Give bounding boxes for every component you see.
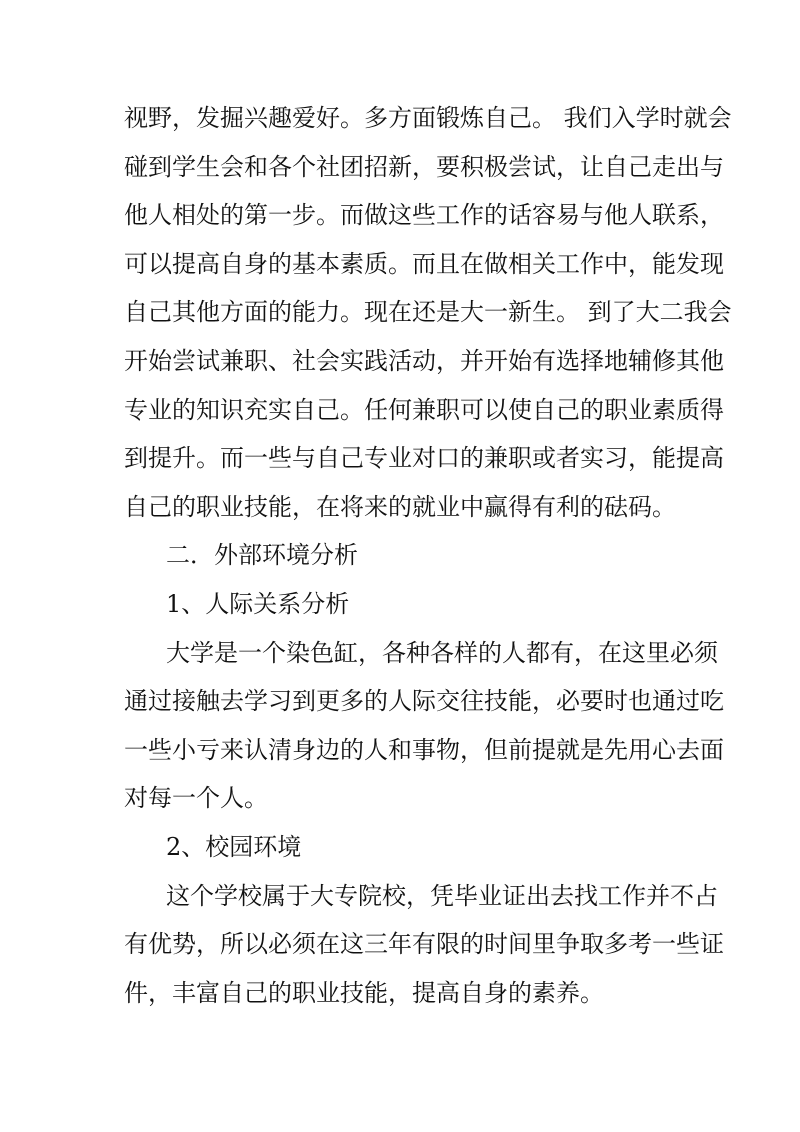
text-line: 视野，发掘兴趣爱好。多方面锻炼自己。 我们入学时就会 [124,104,732,132]
text-line: 这个学校属于大专院校，凭毕业证出去找工作并不占 [166,881,718,910]
text-line: 一些小亏来认清身边的人和事物，但前提就是先用心去面 [124,735,724,764]
text-line: 开始尝试兼职、社会实践活动，并开始有选择地辅修其他 [124,346,724,375]
text-line: 通过接触去学习到更多的人际交往技能，必要时也通过吃 [124,687,724,716]
text-line: 到提升。而一些与自己专业对口的兼职或者实习，能提高 [124,444,724,473]
subsection-heading-interpersonal: 1、人际关系分析 [166,589,350,618]
subsection-heading-campus: 2、校园环境 [166,832,302,861]
document-body [124,94,732,1017]
text-line: 有优势，所以必须在这三年有限的时间里争取多考一些证 [124,930,724,959]
paragraph-self-improvement [124,94,732,531]
text-line: 可以提高自身的基本素质。而且在做相关工作中，能发现 [124,249,724,278]
text-line: 自己其他方面的能力。现在还是大一新生。 到了大二我会 [124,298,732,327]
paragraph-interpersonal [124,629,724,823]
section-heading-external: 二．外部环境分析 [166,541,358,570]
text-line: 碰到学生会和各个社团招新，要积极尝试，让自己走出与 [124,152,724,181]
text-line: 对每一个人。 [124,784,268,813]
paragraph-campus [124,872,724,1018]
text-line: 件，丰富自己的职业技能，提高自身的素养。 [124,978,604,1007]
text-line: 专业的知识充实自己。任何兼职可以使自己的职业素质得 [124,395,724,424]
text-line: 自己的职业技能，在将来的就业中赢得有利的砝码。 [124,492,676,521]
text-line: 大学是一个染色缸，各种各样的人都有，在这里必须 [166,638,718,667]
text-line: 他人相处的第一步。而做这些工作的话容易与他人联系， [124,201,724,230]
